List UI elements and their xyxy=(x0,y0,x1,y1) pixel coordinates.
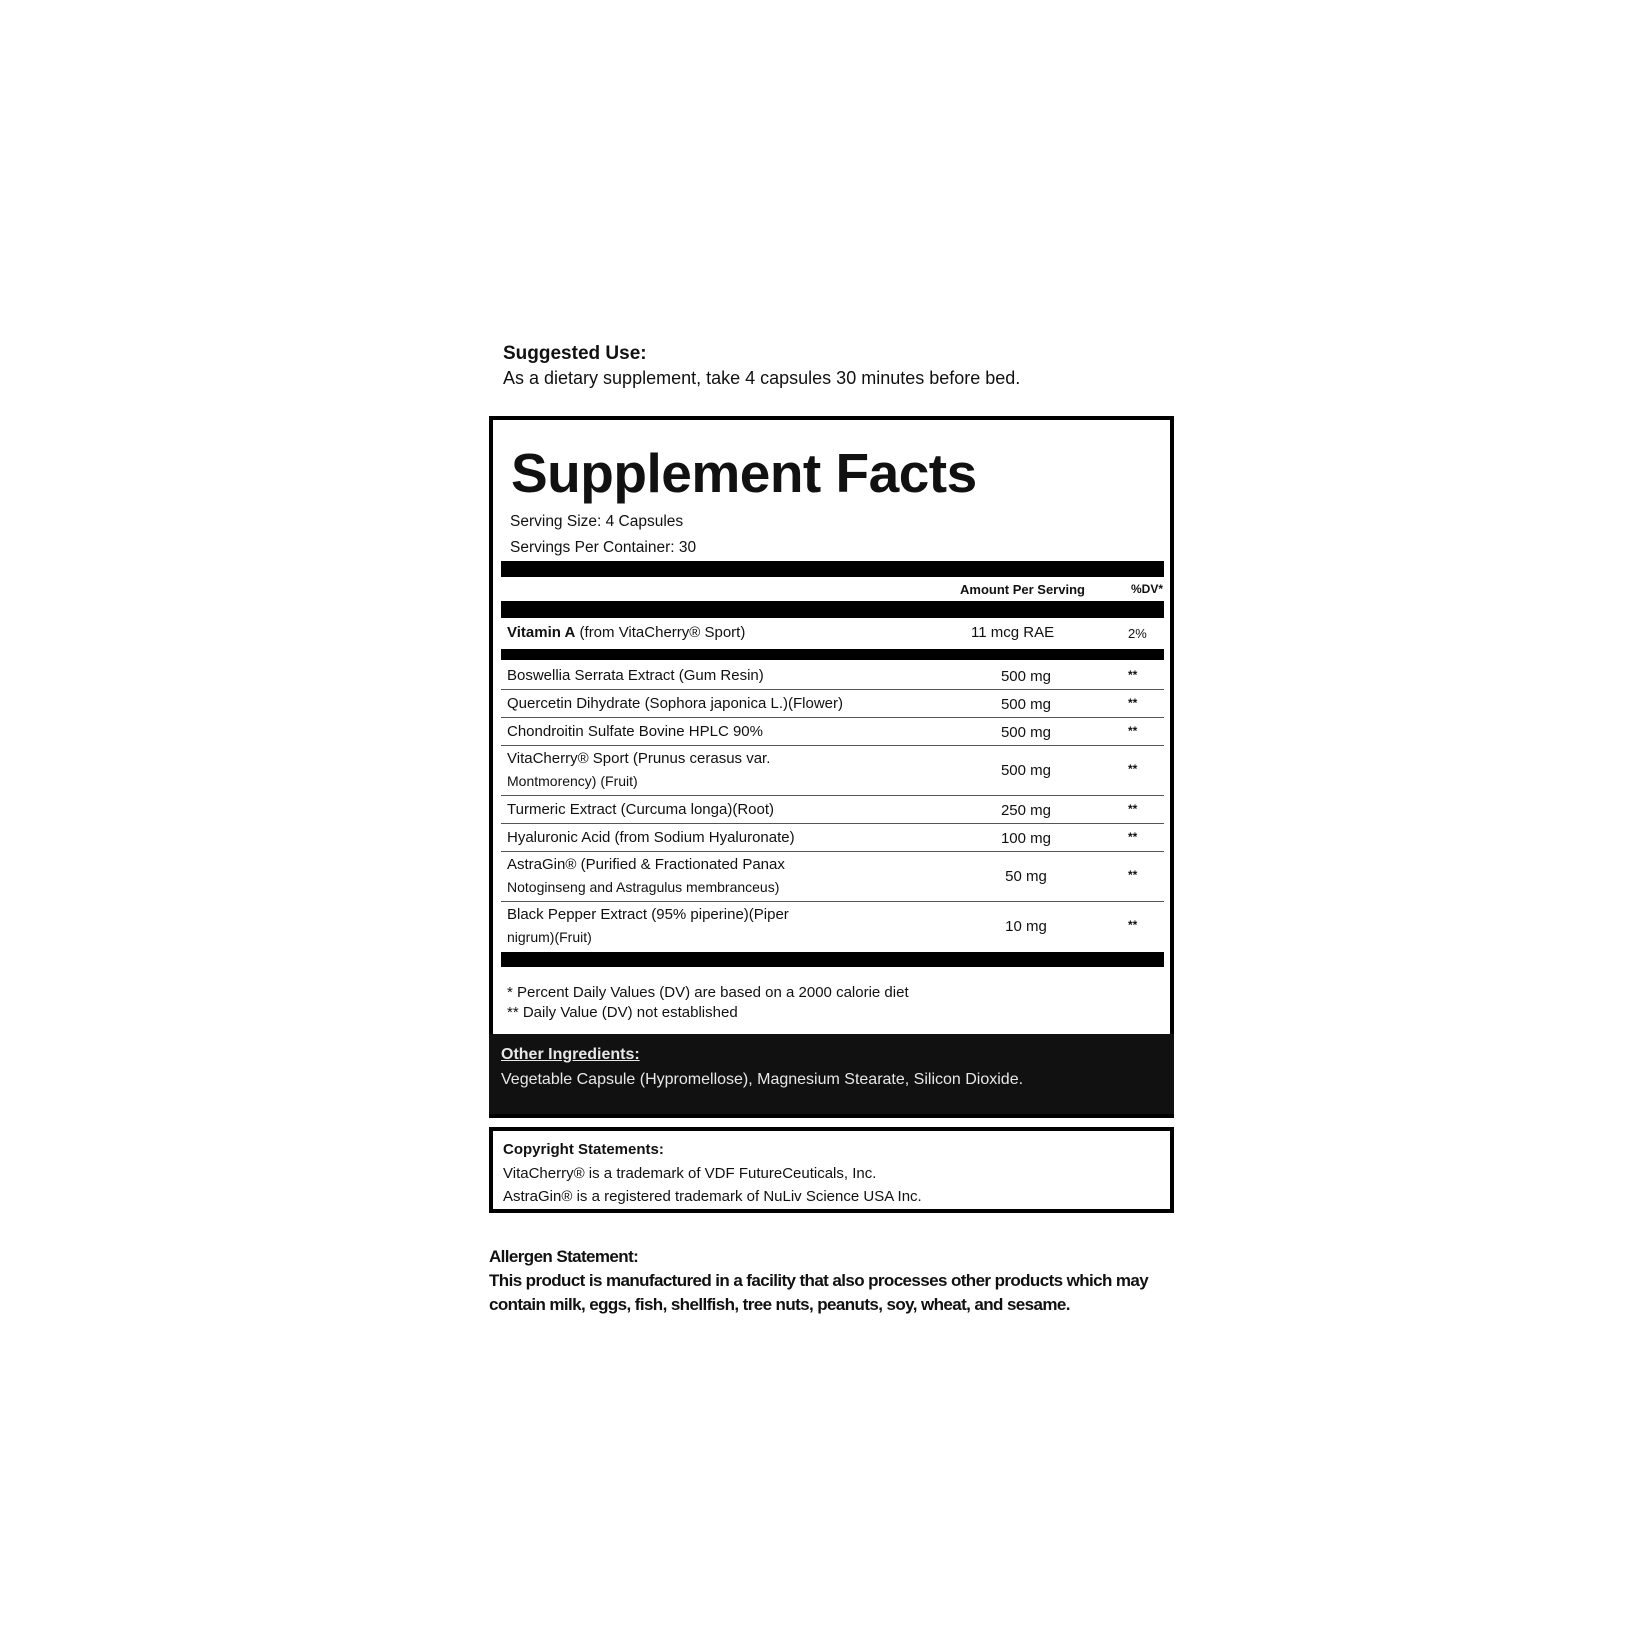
ingredient-dv: ** xyxy=(1128,696,1138,710)
ingredient-name: Chondroitin Sulfate Bovine HPLC 90% xyxy=(507,723,763,740)
thick-divider xyxy=(501,561,1164,577)
ingredient-row xyxy=(501,662,1164,690)
ingredient-amount: 100 mg xyxy=(1000,830,1052,847)
ingredient-row xyxy=(501,746,1164,796)
ingredient-dv: ** xyxy=(1128,830,1138,844)
ingredient-amount: 500 mg xyxy=(1000,696,1052,713)
ingredient-row xyxy=(501,796,1164,824)
allergen-section xyxy=(489,1245,1179,1317)
ingredient-name: Quercetin Dihydrate (Sophora japonica L.)(Flower) xyxy=(507,695,843,712)
suggested-use-heading: Suggested Use: xyxy=(503,343,647,364)
dv-header: %DV* xyxy=(1131,582,1164,596)
ingredient-dv: ** xyxy=(1128,762,1138,776)
medium-divider xyxy=(501,649,1164,660)
ingredient-row xyxy=(501,690,1164,718)
allergen-heading: Allergen Statement: xyxy=(489,1247,639,1266)
other-ingredients-heading: Other Ingredients: xyxy=(501,1046,640,1063)
servings-per-container: Servings Per Container: 30 xyxy=(510,539,697,556)
ingredient-name: AstraGin® (Purified & Fractionated Panax xyxy=(507,856,785,873)
thick-divider xyxy=(501,601,1164,618)
amount-per-serving-header: Amount Per Serving xyxy=(960,582,1085,597)
ingredient-amount: 500 mg xyxy=(1000,668,1052,685)
vitamin-a-source: (from VitaCherry® Sport) xyxy=(575,624,746,641)
ingredient-dv: ** xyxy=(1128,868,1138,882)
vitamin-a-amount: 11 mcg RAE xyxy=(971,624,1055,641)
ingredient-row xyxy=(501,852,1164,902)
footnote-dv-not-established: ** Daily Value (DV) not established xyxy=(507,1004,738,1021)
vitamin-a-dv: 2% xyxy=(1128,626,1147,641)
ingredient-amount: 50 mg xyxy=(1005,868,1047,885)
ingredient-name-line2: Montmorency) (Fruit) xyxy=(507,773,638,789)
ingredient-amount: 500 mg xyxy=(1000,762,1052,779)
ingredient-name: Black Pepper Extract (95% piperine)(Piper xyxy=(507,906,789,923)
ingredient-amount: 250 mg xyxy=(1000,802,1052,819)
ingredient-row xyxy=(501,718,1164,746)
ingredient-name-line2: Notoginseng and Astragulus membranceus) xyxy=(507,879,780,895)
ingredient-name: Hyaluronic Acid (from Sodium Hyaluronate) xyxy=(507,829,795,846)
ingredient-name-line2: nigrum)(Fruit) xyxy=(507,929,592,945)
ingredient-dv: ** xyxy=(1128,802,1138,816)
copyright-section xyxy=(489,1127,1174,1213)
copyright-line: AstraGin® is a registered trademark of NuLiv Science USA Inc. xyxy=(503,1188,922,1205)
ingredient-row xyxy=(501,902,1164,952)
ingredient-row xyxy=(501,824,1164,852)
ingredient-dv: ** xyxy=(1128,668,1138,682)
ingredient-name: Boswellia Serrata Extract (Gum Resin) xyxy=(507,667,764,684)
supplement-facts-panel xyxy=(489,416,1174,1118)
ingredient-amount: 10 mg xyxy=(1005,918,1047,935)
suggested-use-section xyxy=(503,342,1143,390)
vitamin-a-name xyxy=(507,624,745,641)
suggested-use-text: As a dietary supplement, take 4 capsules 30 minutes before bed. xyxy=(503,368,1021,388)
ingredient-name: Turmeric Extract (Curcuma longa)(Root) xyxy=(507,801,775,818)
serving-size: Serving Size: 4 Capsules xyxy=(510,513,684,530)
copyright-line: VitaCherry® is a trademark of VDF FutureCeuticals, Inc. xyxy=(503,1165,877,1182)
ingredient-amount: 500 mg xyxy=(1000,724,1052,741)
thick-divider xyxy=(501,952,1164,967)
footnote-percent-dv: * Percent Daily Values (DV) are based on a 2000 calorie diet xyxy=(507,984,909,1001)
ingredient-dv: ** xyxy=(1128,724,1138,738)
facts-title: Supplement Facts xyxy=(511,442,977,504)
ingredient-dv: ** xyxy=(1128,918,1138,932)
other-ingredients-text: Vegetable Capsule (Hypromellose), Magnesium Stearate, Silicon Dioxide. xyxy=(501,1071,1024,1088)
ingredient-name: VitaCherry® Sport (Prunus cerasus var. xyxy=(507,750,771,767)
copyright-heading: Copyright Statements: xyxy=(503,1141,664,1158)
allergen-text: This product is manufactured in a facility that also processes other products which may contain milk, eggs, fish, shellfish, tree nuts, peanuts, soy, wheat, and sesame. xyxy=(489,1271,1149,1314)
other-ingredients-section xyxy=(489,1034,1174,1114)
vitamin-a-label: Vitamin A xyxy=(507,624,576,641)
